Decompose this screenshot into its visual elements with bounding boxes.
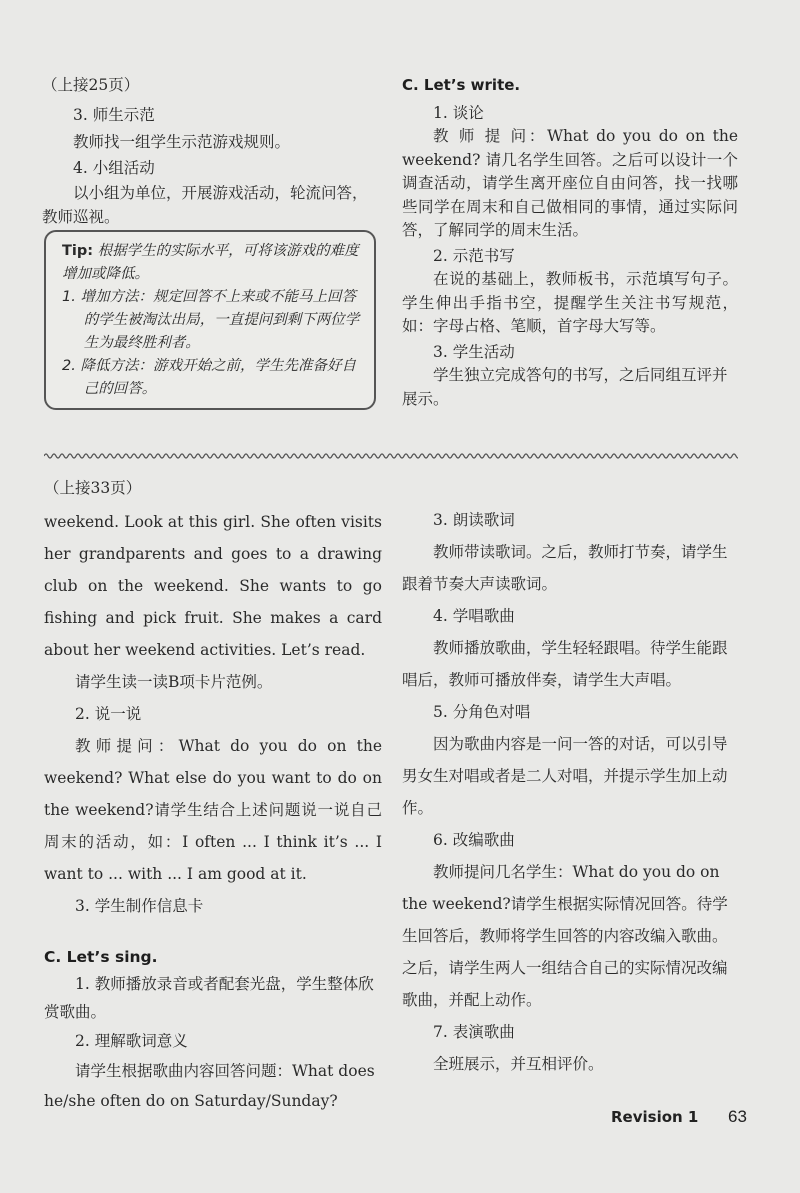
item-title: 7. 表演歌曲 [433, 1023, 515, 1041]
tip-point: 2. 降低方法：游戏开始之前，学生先准备好自己的回答。 [62, 358, 356, 397]
tip-point: 1. 增加方法：规定回答不上来或不能马上回答的学生被淘汰出局，一直提问到剩下两位学生为最终胜利者。 [62, 289, 360, 351]
item-title: 2. 理解歌词意义 [75, 1032, 188, 1050]
continued-note: （上接25页） [42, 76, 140, 94]
paragraph: 在说的基础上，教师板书，示范填写句子。学生伸出手指书空，提醒学生关注书写规范，如：字母占格、笔顺，首字母大写等。 [402, 270, 738, 335]
wavy-divider [44, 452, 738, 460]
tip-label: Tip: [62, 243, 94, 259]
paragraph: 教 师 提 问：What do you do on the weekend? 请几名学生回答。之后可以设计一个调查活动，请学生离开座位自由问答，找一找哪些同学在周末和自己做相同的事情，通过实际问答，了解同学的周末生活。 [402, 127, 738, 239]
right-bottom-column [402, 504, 740, 1080]
paragraph: 教师找一组学生示范游戏规则。 [73, 133, 291, 151]
item-title: 3. 学生活动 [433, 342, 515, 361]
paragraph: 请学生读一读B项卡片范例。 [75, 673, 273, 691]
item-title: 2. 说一说 [75, 705, 142, 723]
left-bottom-column [44, 472, 382, 1116]
paragraph: 全班展示，并互相评价。 [433, 1055, 604, 1073]
section-heading: C. Let’s sing. [44, 948, 158, 966]
paragraph: 因为歌曲内容是一问一答的对话，可以引导男女生对唱或者是二人对唱，并提示学生加上动作。 [402, 735, 728, 817]
unit-label: Revision 1 [611, 1108, 699, 1126]
item-title: 3. 朗读歌词 [433, 511, 515, 529]
tip-intro: 根据学生的实际水平，可将该游戏的难度增加或降低。 [62, 243, 359, 282]
paragraph: 以小组为单位，开展游戏活动，轮流问答，教师巡视。 [42, 184, 368, 226]
item-title: 2. 示范书写 [433, 246, 515, 265]
item-title: 4. 学唱歌曲 [433, 607, 515, 625]
item-title: 3. 师生示范 [73, 105, 155, 124]
paragraph: 请学生根据歌曲内容回答问题：What does he/she often do on Saturday/Sunday? [44, 1062, 375, 1110]
continued-note: （上接33页） [44, 479, 142, 497]
paragraph: 教师带读歌词。之后，教师打节奏，请学生跟着节奏大声读歌词。 [402, 543, 728, 593]
item-title: 6. 改编歌曲 [433, 831, 515, 849]
paragraph: 教师提问几名学生：What do you do on the weekend?请学生根据实际情况回答。待学生回答后，教师将学生回答的内容改编入歌曲。之后，请学生两人一组结合自己的实际情况改编歌曲，并配上动作。 [402, 863, 728, 1009]
paragraph: 1. 教师播放录音或者配套光盘，学生整体欣赏歌曲。 [44, 975, 374, 1021]
page-number: 63 [728, 1107, 747, 1126]
paragraph: weekend. Look at this girl. She often visits her grandparents and goes to a drawing club on the weekend. She wants to go fishing and pick fruit. She makes a card about her weekend activities. Let’s read. [44, 513, 382, 659]
paragraph: 教师提问：What do you do on the weekend? What else do you want to do on the weekend?请学生结合上述问题说一说自己周末的活动，如：I often ... I think it’s ... I want to ... with ... I am good at it. [44, 737, 382, 883]
paragraph: 教师播放歌曲，学生轻轻跟唱。待学生能跟唱后，教师可播放伴奏，请学生大声唱。 [402, 639, 728, 689]
left-top-column [42, 74, 378, 229]
right-top-column [402, 74, 738, 411]
item-title: 4. 小组活动 [73, 158, 155, 177]
item-title: 1. 谈论 [433, 103, 484, 122]
item-title: 3. 学生制作信息卡 [75, 897, 204, 915]
item-title: 5. 分角色对唱 [433, 703, 531, 721]
tip-box [44, 230, 376, 410]
paragraph: 学生独立完成答句的书写，之后同组互评并展示。 [402, 366, 728, 408]
section-heading: C. Let’s write. [402, 76, 521, 94]
